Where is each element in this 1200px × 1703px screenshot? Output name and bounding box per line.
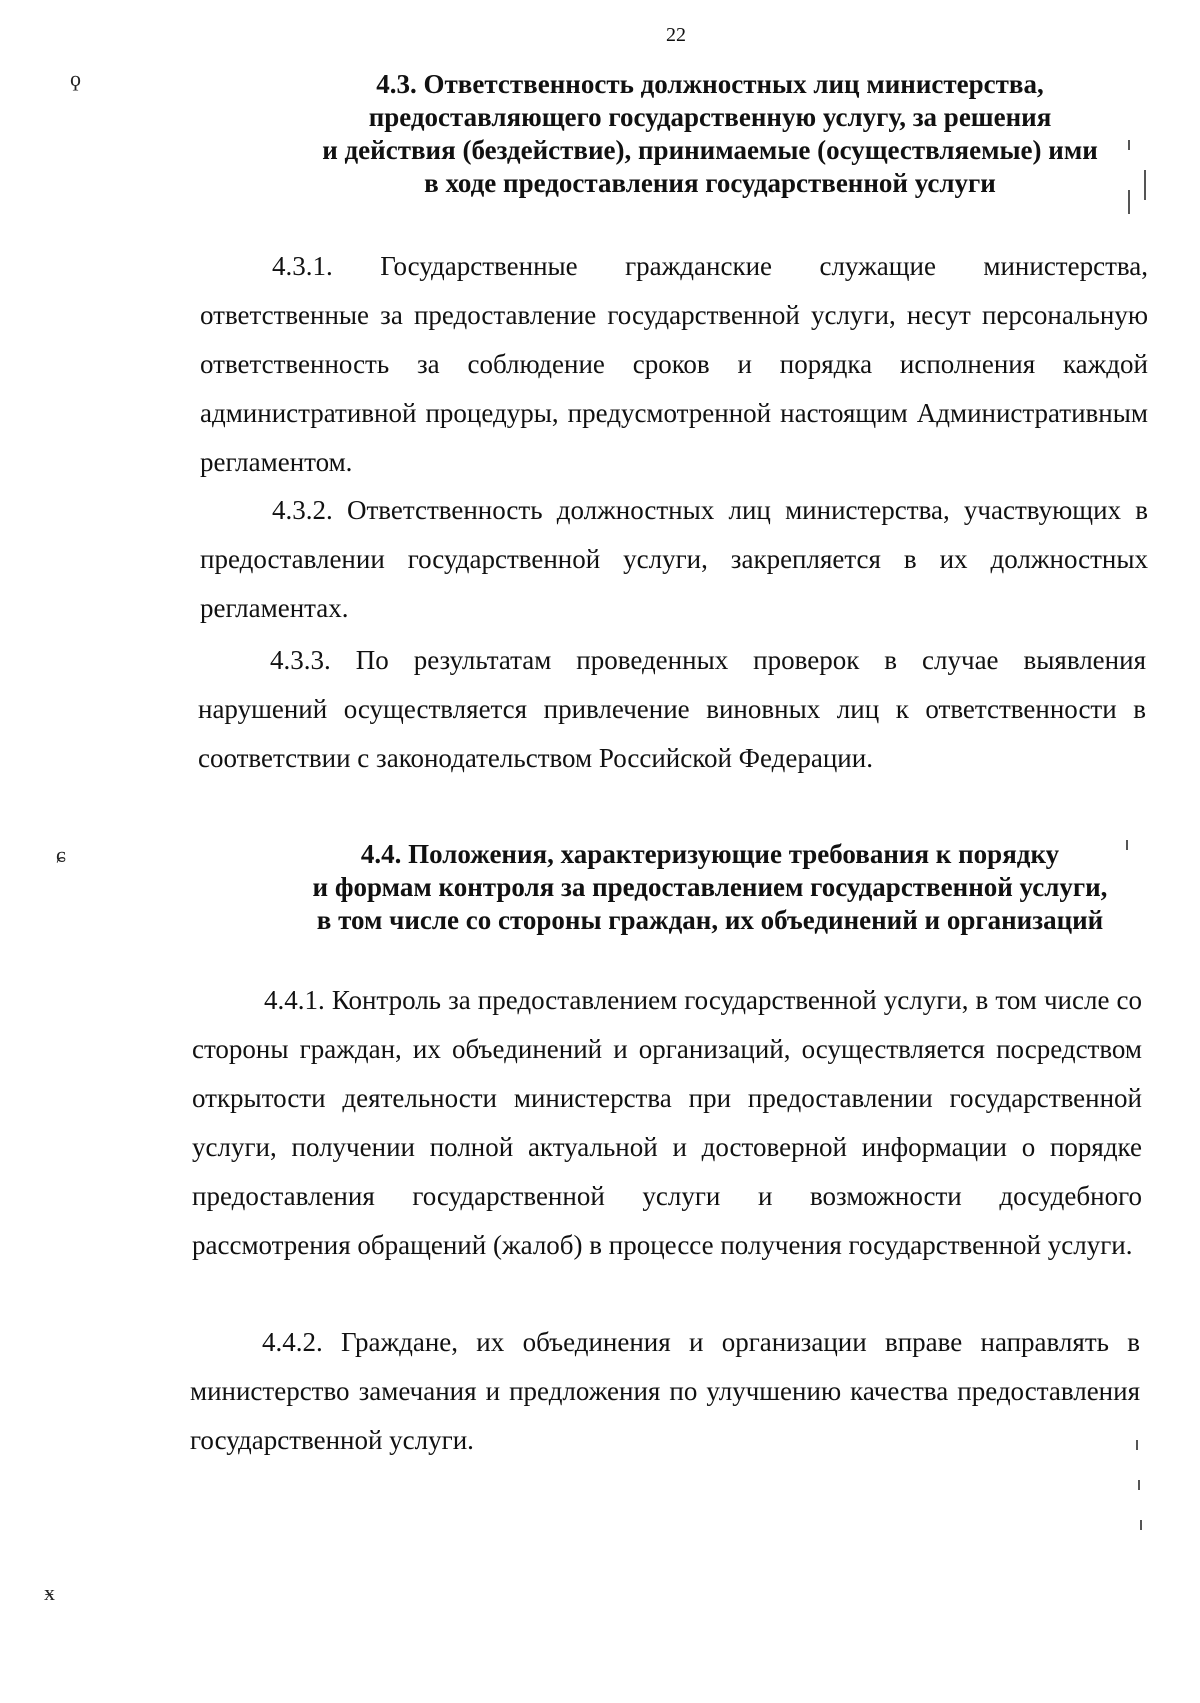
heading-line: и формам контроля за предоставлением государственной услуги,: [312, 872, 1108, 902]
scan-artifact-mark: ϙ: [70, 66, 81, 91]
scan-artifact-mark: ɕ: [56, 842, 66, 867]
heading-line: и действия (бездействие), принимаемые (осуществляемые) ими: [322, 135, 1098, 165]
heading-line: 4.3. Ответственность должностных лиц министерства,: [376, 69, 1044, 99]
paragraph-4-3-3: [198, 636, 1146, 783]
page-number: 22: [666, 24, 686, 46]
heading-line: 4.4. Положения, характеризующие требования к порядку: [360, 839, 1060, 869]
heading-line: в том числе со стороны граждан, их объединений и организаций: [316, 905, 1104, 935]
paragraph-text: 4.3.1. Государственные гражданские служащие министерства, ответственные за предоставление государственной услуги, несут персональную ответственность за соблюдение сроков и порядка исполнения каждой административной процедуры, предусмотренной настоящим Административным регламентом.: [200, 251, 1148, 477]
heading-line: в ходе предоставления государственной услуги: [424, 168, 996, 198]
paragraph-4-3-1: [200, 242, 1148, 487]
paragraph-4-4-2: [190, 1318, 1140, 1465]
paragraph-text: 4.4.2. Граждане, их объединения и организации вправе направлять в министерство замечания и предложения по улучшению качества предоставления государственной услуги.: [190, 1327, 1140, 1455]
scan-speck: [1140, 1520, 1142, 1530]
heading-line: предоставляющего государственную услугу, за решения: [368, 102, 1052, 132]
paragraph-4-3-2: [200, 486, 1148, 633]
section-heading-4-4: [260, 838, 1160, 937]
section-heading-4-3: [260, 68, 1160, 200]
scan-artifact-mark: ӿ: [44, 1580, 55, 1605]
paragraph-4-4-1: [192, 976, 1142, 1270]
scan-speck: [1138, 1480, 1140, 1490]
paragraph-text: 4.3.2. Ответственность должностных лиц министерства, участвующих в предоставлении государственной услуги, закрепляется в их должностных регламентах.: [200, 495, 1148, 623]
paragraph-text: 4.4.1. Контроль за предоставлением государственной услуги, в том числе со стороны граждан, их объединений и организаций, осуществляется посредством открытости деятельности министерства при предоставлении государственной услуги, получении полной актуальной и достоверной информации о порядке предоставления государственной услуги и возможности досудебного рассмотрения обращений (жалоб) в процессе получения государственной услуги.: [192, 985, 1142, 1260]
paragraph-text: 4.3.3. По результатам проведенных проверок в случае выявления нарушений осуществляется привлечение виновных лиц к ответственности в соответствии с законодательством Российской Федерации.: [198, 645, 1146, 773]
